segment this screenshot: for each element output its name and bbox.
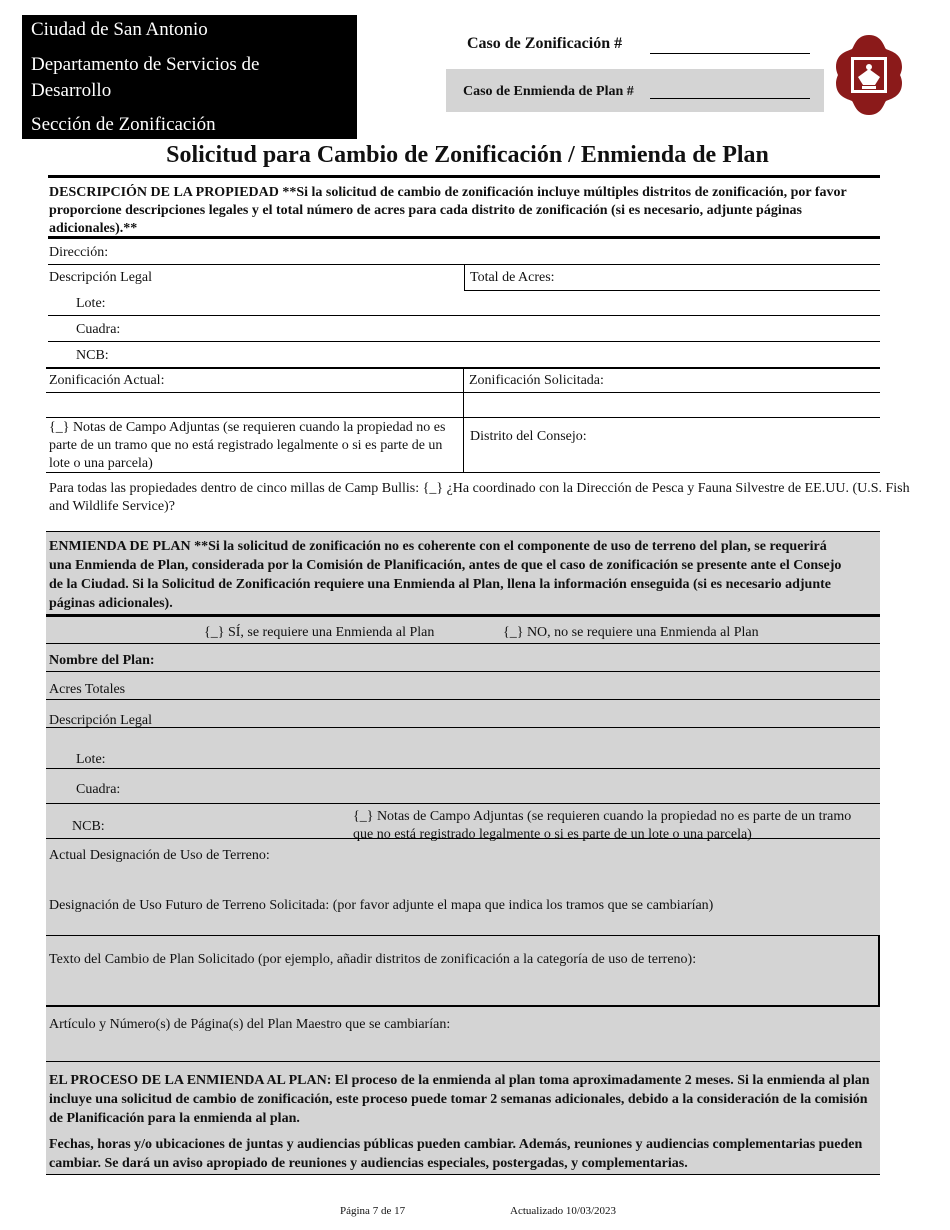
- ncb-label: NCB:: [76, 348, 109, 363]
- property-heading-note: **Si la solicitud de cambio de zonificación incluye múltiples distritos de zonificación, por favor proporcione descripciones legales y el total número de acres para cada distrito de zonificación (si es necesario, adjunte páginas adicionales).**: [49, 185, 847, 236]
- plan-amendment-heading: ENMIENDA DE PLAN **Si la solicitud de zonificación no es coherente con el componente de uso de terreno del plan, se requerirá una Enmienda de Plan, considerada por la Comisión de Planificación, antes de que el caso de zonificación se presente ante el Consejo de la Ciudad. Si la Solicitud de Zonificación requiere una Enmienda al Plan, llena la información enseguida (si es necesario adjunte páginas adicionales).: [49, 539, 842, 611]
- page-number: Página 7 de 17: [340, 1205, 406, 1217]
- row-divider: [46, 1061, 880, 1062]
- zoning-case-input[interactable]: [650, 53, 810, 54]
- plan-acres-line[interactable]: [46, 699, 880, 700]
- plan-lot-label: Lote:: [76, 752, 106, 767]
- requested-zoning-label: Zonificación Solicitada:: [469, 373, 604, 388]
- lot-line[interactable]: [48, 315, 880, 316]
- council-district-label: Distrito del Consejo:: [470, 429, 587, 444]
- property-heading-title: DESCRIPCIÓN DE LA PROPIEDAD: [49, 185, 279, 200]
- section-divider: [48, 236, 880, 239]
- header-city: Ciudad de San Antonio: [31, 19, 208, 40]
- department-header: [22, 15, 357, 139]
- section-divider: [46, 1174, 880, 1175]
- plan-total-acres-label: Acres Totales: [49, 682, 126, 697]
- block-line[interactable]: [48, 341, 880, 342]
- plan-process-paragraph: EL PROCESO DE LA ENMIENDA AL PLAN: El proceso de la enmienda al plan toma aproximadamente 2 meses. Si la enmienda al plan incluye una solicitud de cambio de zonificación, este proceso puede tomar 2 semanas adicionales, debido a la consideración de la comisión de Planificación para la enmienda al plan.: [49, 1073, 870, 1126]
- current-land-use-label: Actual Designación de Uso de Terreno:: [49, 848, 270, 863]
- section-divider: [46, 614, 880, 617]
- plan-amendment-no-option[interactable]: {_} NO, no se requiere una Enmienda al Plan: [503, 625, 759, 640]
- lot-label: Lote:: [76, 296, 106, 311]
- property-section-heading: [49, 184, 884, 238]
- row-divider: [46, 935, 880, 936]
- plan-lot-line[interactable]: [46, 768, 880, 769]
- plan-block-label: Cuadra:: [76, 782, 121, 797]
- updated-date: Actualizado 10/03/2023: [510, 1205, 617, 1217]
- header-department-cont: Desarrollo: [31, 80, 112, 101]
- zoning-case-label: Caso de Zonificación #: [467, 35, 623, 52]
- plan-case-label: Caso de Enmienda de Plan #: [463, 84, 634, 99]
- field-notes-checkbox[interactable]: {_} Notas de Campo Adjuntas (se requieren cuando la propiedad no es parte de un tramo que no está registrado legalmente o si es parte de un lote o una parcela): [49, 420, 446, 471]
- row-divider: [46, 643, 880, 644]
- page-title: Solicitud para Cambio de Zonificación / Enmienda de Plan: [166, 142, 769, 168]
- article-pages-label: Artículo y Número(s) de Página(s) del Plan Maestro que se cambiarían:: [49, 1017, 451, 1032]
- plan-name-line[interactable]: [46, 671, 880, 672]
- row-divider: [46, 472, 880, 473]
- future-land-use-label: Designación de Uso Futuro de Terreno Solicitada: (por favor adjunte el mapa que indica los tramos que se cambiarían): [49, 898, 714, 913]
- plan-legal-description-label: Descripción Legal: [49, 713, 153, 728]
- section-divider: [48, 175, 880, 178]
- header-section: Sección de Zonificación: [31, 114, 216, 135]
- row-divider: [46, 1005, 880, 1007]
- cell-divider: [463, 367, 464, 473]
- cell-border: [878, 935, 880, 1007]
- legal-description-label: Descripción Legal: [49, 270, 153, 285]
- plan-block-line[interactable]: [46, 803, 880, 804]
- current-zoning-label: Zonificación Actual:: [49, 373, 165, 388]
- total-acres-label: Total de Acres:: [470, 270, 555, 285]
- plan-case-input[interactable]: [650, 98, 810, 99]
- row-divider: [46, 417, 880, 418]
- plan-change-text-label: Texto del Cambio de Plan Solicitado (por ejemplo, añadir distritos de zonificación a la categoría de uso de terreno):: [49, 952, 697, 967]
- address-label: Dirección:: [49, 245, 109, 260]
- row-divider: [46, 392, 880, 393]
- plan-field-notes-checkbox[interactable]: {_} Notas de Campo Adjuntas (se requieren cuando la propiedad no es parte de un tramo que no está registrado legalmente o si es parte de un lote o una parcela): [353, 809, 852, 842]
- section-divider: [46, 531, 880, 532]
- plan-legal-line[interactable]: [46, 727, 880, 728]
- row-divider: [46, 838, 880, 839]
- plan-amendment-yes-option[interactable]: {_} SÍ, se requiere una Enmienda al Plan: [204, 625, 435, 640]
- total-acres-line[interactable]: [464, 290, 880, 291]
- block-label: Cuadra:: [76, 322, 121, 337]
- cell-divider: [464, 264, 465, 291]
- city-seal-icon: [834, 33, 904, 117]
- camp-bullis-question[interactable]: Para todas las propiedades dentro de cinco millas de Camp Bullis: {_} ¿Ha coordinado con la Dirección de Pesca y Fauna Silvestre de EE.UU. (U.S. Fish and Wildlife Service)?: [49, 481, 910, 514]
- header-department: Departamento de Servicios de: [31, 54, 260, 75]
- plan-name-label: Nombre del Plan:: [49, 653, 155, 668]
- plan-ncb-label: NCB:: [72, 819, 105, 834]
- meeting-notice-paragraph: Fechas, horas y/o ubicaciones de juntas y audiencias públicas pueden cambiar. Además, reuniones y audiencias complementarias pueden cambiar. Se dará un aviso apropiado de reuniones y audiencias especiales, postergadas, y complementarias.: [49, 1137, 863, 1171]
